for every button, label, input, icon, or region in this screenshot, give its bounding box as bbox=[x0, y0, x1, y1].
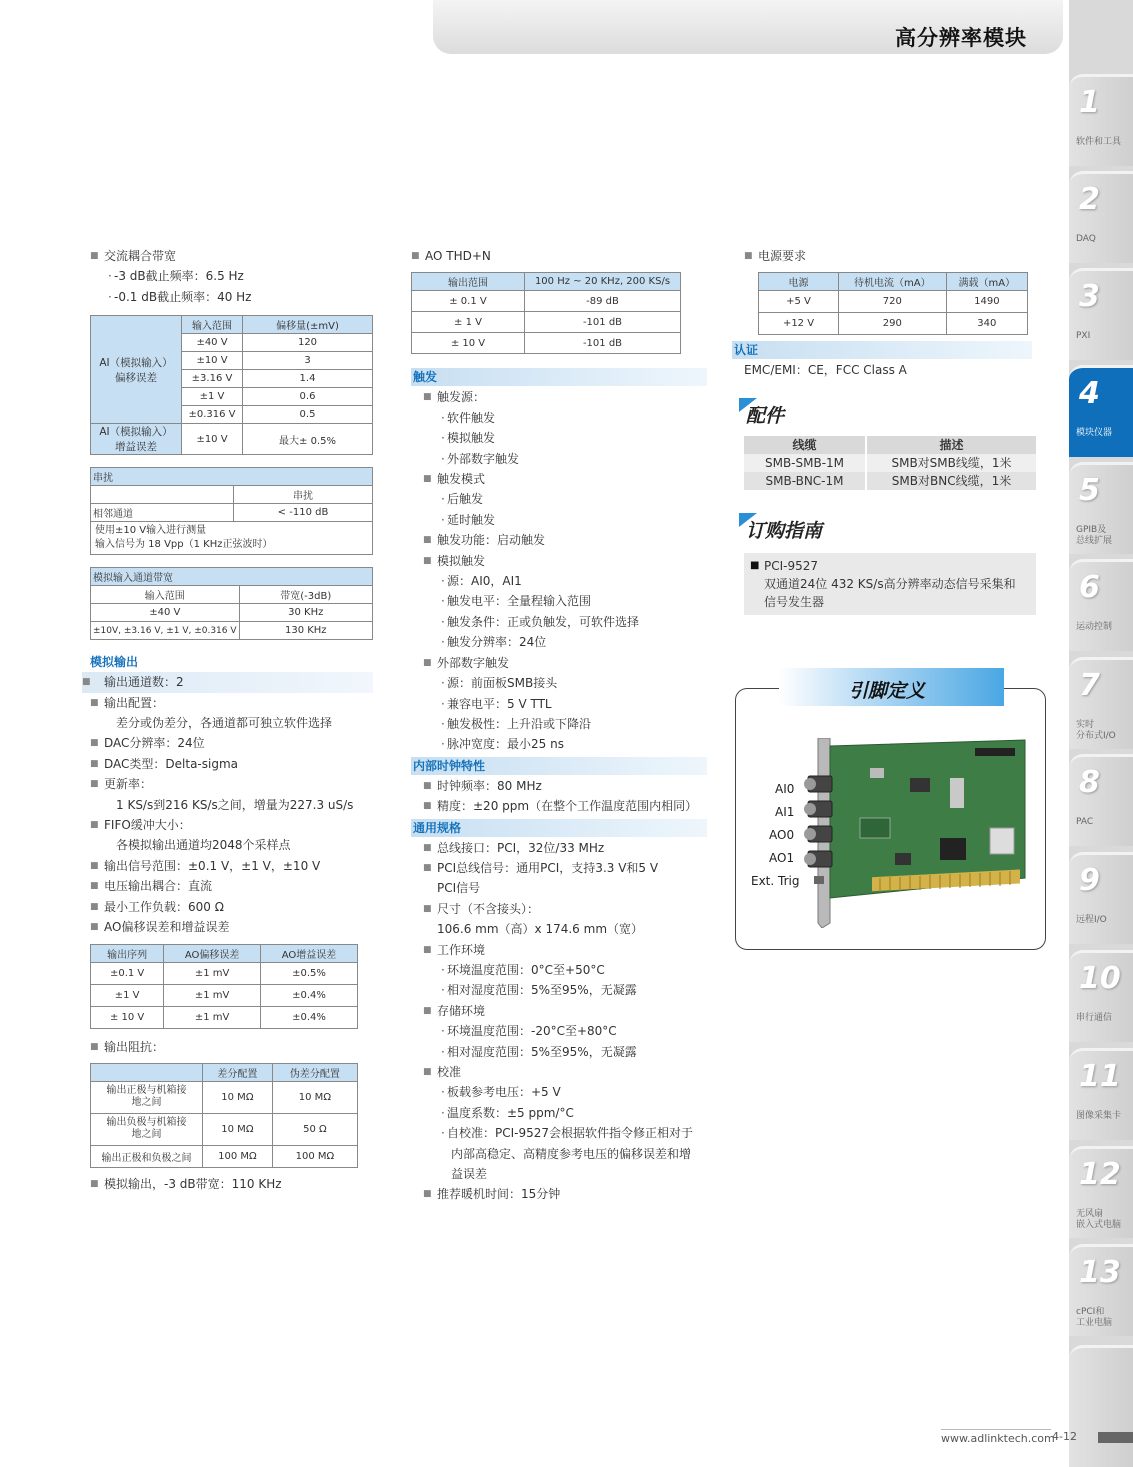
table-row: 输出正极和负极之间 100 MΩ 100 MΩ bbox=[91, 1145, 358, 1167]
crosstalk-note: 输入信号为 18 Vpp（1 KHz正弦波时） bbox=[95, 539, 273, 551]
power-table: 电源 待机电流（mA） 满载（mA） +5 V 720 1490 +12 V 290 340 bbox=[758, 272, 1028, 335]
order-model: PCI-9527 bbox=[764, 558, 819, 573]
spec-subitem: · 后触发 bbox=[423, 489, 707, 509]
crosstalk-title: 串扰 bbox=[91, 468, 373, 486]
chapter-tab-12[interactable] bbox=[1069, 1146, 1133, 1238]
table-row: 相邻通道 < -110 dB bbox=[91, 504, 373, 522]
spec-subitem: 内部高稳定、高精度参考电压的偏移误差和增 bbox=[451, 1146, 692, 1161]
pin-label-ao0: AO0 bbox=[769, 828, 795, 842]
fifo-detail: 各模拟输出通道均2048个采样点 bbox=[116, 838, 291, 853]
general-section-title: 通用规格 bbox=[411, 819, 707, 837]
ai-bandwidth-table: 模拟输入通道带宽 输入范围 带宽(-3dB) ±40 V 30 KHz ±10V, ±3.16 V, ±1 V, ±0.316 V 130 KHz bbox=[90, 567, 373, 640]
spec-subitem: · 自校准：PCI-9527会根据软件指令修正相对于 bbox=[423, 1123, 707, 1143]
tab-label: 实时 分布式I/O bbox=[1076, 720, 1116, 741]
table-row: ±1 V ±1 mV ±0.4% bbox=[91, 984, 358, 1006]
column-right bbox=[734, 246, 1034, 615]
spec-subitem: 106.6 mm（高）x 174.6 mm（宽） bbox=[437, 922, 644, 937]
chapter-tab-6[interactable] bbox=[1069, 559, 1133, 651]
table-row: ±3.16 V 1.4 bbox=[91, 370, 373, 388]
tab-number: 4 bbox=[1079, 376, 1100, 411]
crosstalk-table: 串扰 串扰 相邻通道 < -110 dB 使用±10 V输入进行测量 输入信号为 18 Vpp（1 KHz正弦波时） bbox=[90, 467, 373, 555]
tab-label: 无风扇 嵌入式电脑 bbox=[1076, 1209, 1122, 1230]
offset-header-value: 偏移量(±mV) bbox=[243, 316, 373, 334]
output-range: ■ 输出信号范围：±0.1 V，±1 V，±10 V bbox=[90, 856, 373, 876]
page-number: 4-12 bbox=[1052, 1430, 1077, 1443]
gain-group-label: AI（模拟输入） 增益误差 bbox=[91, 424, 182, 455]
spec-item: ■ 尺寸（不含接头）： bbox=[423, 899, 707, 919]
spec-subitem: · 兼容电平：5 V TTL bbox=[423, 694, 707, 714]
offset-header-range: 输入范围 bbox=[182, 316, 243, 334]
spec-item: ■ 校准 bbox=[423, 1062, 707, 1082]
pin-label-ai0: AI0 bbox=[775, 782, 795, 796]
spec-subitem: PCI信号 bbox=[437, 881, 481, 896]
table-row: ±40 V 30 KHz bbox=[91, 604, 373, 622]
chapter-tab-end bbox=[1069, 1345, 1133, 1467]
cert-text: EMC/EMI：CE，FCC Class A bbox=[744, 363, 907, 378]
ordering-box: ■ PCI-9527 双通道24位 432 KS/s高分辨率动态信号采集和 信号发生器 bbox=[744, 553, 1036, 615]
title-marker-icon bbox=[739, 398, 757, 412]
chapter-tab-9[interactable] bbox=[1069, 852, 1133, 944]
trigger-list bbox=[411, 387, 707, 754]
tab-number: 9 bbox=[1079, 863, 1100, 898]
ac-01db: · -0.1 dB截止频率：40 Hz bbox=[90, 287, 373, 307]
spec-item: ■ 精度：±20 ppm（在整个工作温度范围内相同） bbox=[423, 796, 707, 816]
table-row: +12 V 290 340 bbox=[759, 313, 1028, 335]
chapter-tab-1[interactable] bbox=[1069, 74, 1133, 166]
ao-error-table: 输出序列 AO偏移误差 AO增益误差 ±0.1 V ±1 mV ±0.5% ±1 V ±1 mV ±0.4% ± 10 V ±1 mV ±0.4% bbox=[90, 944, 358, 1029]
ac-3db: · -3 dB截止频率：6.5 Hz bbox=[90, 266, 373, 286]
ao-bandwidth: ■ 模拟输出，-3 dB带宽：110 KHz bbox=[90, 1174, 373, 1194]
tab-label: 串行通信 bbox=[1076, 1013, 1113, 1023]
accessories-table: 线缆 描述 SMB-SMB-1M SMB对SMB线缆，1米 SMB-BNC-1M SMB对BNC线缆，1米 bbox=[744, 436, 1036, 490]
tab-label: GPIB及 总线扩展 bbox=[1076, 525, 1113, 546]
column-middle bbox=[411, 246, 707, 1205]
spec-subitem: · 源：AI0，AI1 bbox=[423, 571, 707, 591]
tab-label: 运动控制 bbox=[1076, 622, 1113, 632]
spec-subitem: · 源：前面板SMB接头 bbox=[423, 673, 707, 693]
chapter-tab-5[interactable] bbox=[1069, 462, 1133, 554]
spec-item: ■ 推荐暖机时间：15分钟 bbox=[423, 1184, 707, 1204]
tab-label: PAC bbox=[1076, 817, 1094, 827]
pin-label-ai1: AI1 bbox=[775, 805, 795, 819]
tab-number: 2 bbox=[1079, 182, 1100, 217]
tab-label: 图像采集卡 bbox=[1076, 1111, 1122, 1121]
ordering-title: 订购指南 bbox=[744, 516, 1034, 543]
spec-item: ■ 触发功能：启动触发 bbox=[423, 530, 707, 550]
table-row: ± 10 V -101 dB bbox=[412, 333, 681, 354]
ao-channels: ■ 输出通道数：2 bbox=[82, 672, 373, 692]
spec-item: ■ 外部数字触发 bbox=[423, 653, 707, 673]
tab-number: 3 bbox=[1079, 279, 1100, 314]
bandwidth-title: 模拟输入通道带宽 bbox=[91, 568, 373, 586]
dac-type: ■ DAC类型：Delta-sigma bbox=[90, 754, 373, 774]
chapter-tab-10[interactable] bbox=[1069, 950, 1133, 1042]
fifo-size: ■ FIFO缓冲大小： bbox=[90, 815, 373, 835]
footer-divider bbox=[941, 1429, 1051, 1430]
table-row: AI（模拟输入） 增益误差 ±10 V 最大± 0.5% bbox=[91, 424, 373, 455]
chapter-tab-8[interactable] bbox=[1069, 754, 1133, 846]
table-row: ± 0.1 V -89 dB bbox=[412, 291, 681, 312]
general-list bbox=[411, 838, 707, 1205]
chapter-tab-7[interactable] bbox=[1069, 657, 1133, 749]
chapter-tab-13[interactable] bbox=[1069, 1244, 1133, 1336]
pin-label-ext-trig: Ext. Trig bbox=[751, 874, 800, 888]
spec-subitem: 益误差 bbox=[451, 1167, 488, 1182]
spec-subitem: · 模拟触发 bbox=[423, 428, 707, 448]
spec-subitem: · 环境温度范围：-20°C至+80°C bbox=[423, 1021, 707, 1041]
tab-number: 13 bbox=[1079, 1255, 1121, 1290]
cert-section-title: 认证 bbox=[732, 341, 1032, 359]
chapter-tab-11[interactable] bbox=[1069, 1048, 1133, 1140]
page-title: 高分辨率模块 bbox=[895, 26, 1027, 50]
spec-item: ■ 模拟触发 bbox=[423, 551, 707, 571]
thd-title: ■ AO THD+N bbox=[411, 246, 707, 266]
trigger-section-title: 触发 bbox=[411, 368, 707, 386]
table-row: 输出负极与机箱接 地之间 10 MΩ 50 Ω bbox=[91, 1113, 358, 1145]
spec-subitem: · 相对湿度范围：5%至95%，无凝露 bbox=[423, 980, 707, 1000]
spec-subitem: · 相对湿度范围：5%至95%，无凝露 bbox=[423, 1042, 707, 1062]
spec-item: ■ 触发模式 bbox=[423, 469, 707, 489]
chapter-tab-4[interactable] bbox=[1069, 365, 1133, 457]
title-marker-icon bbox=[739, 513, 757, 527]
table-row: SMB-BNC-1M SMB对BNC线缆，1米 bbox=[744, 472, 1036, 490]
spec-subitem: · 软件触发 bbox=[423, 408, 707, 428]
ac-coupling: ■ 交流耦合带宽 bbox=[90, 246, 373, 266]
tab-number: 11 bbox=[1079, 1059, 1121, 1094]
impedance-table: 差分配置 伪差分配置 输出正极与机箱接 地之间 10 MΩ 10 MΩ 输出负极与机箱接 地之间 10 MΩ 50 Ω 输出正极和负极之间 100 MΩ 100 MΩ bbox=[90, 1063, 358, 1168]
chapter-tab-2[interactable] bbox=[1069, 171, 1133, 263]
power-title: ■ 电源要求 bbox=[744, 246, 1034, 266]
output-coupling: ■ 电压输出耦合：直流 bbox=[90, 876, 373, 896]
order-desc: 信号发生器 bbox=[764, 594, 825, 609]
table-row: ±10V, ±3.16 V, ±1 V, ±0.316 V 130 KHz bbox=[91, 622, 373, 640]
update-rate-detail: 1 KS/s到216 KS/s之间，增量为227.3 uS/s bbox=[116, 797, 354, 812]
tab-number: 10 bbox=[1079, 961, 1121, 996]
table-row: ±40 V 120 bbox=[91, 334, 373, 352]
tab-label: DAQ bbox=[1076, 234, 1096, 244]
spec-item: ■ 工作环境 bbox=[423, 940, 707, 960]
offset-table bbox=[90, 315, 373, 455]
table-row: +5 V 720 1490 bbox=[759, 291, 1028, 313]
dac-resolution: ■ DAC分辨率：24位 bbox=[90, 733, 373, 753]
spec-subitem: · 延时触发 bbox=[423, 510, 707, 530]
spec-item: ■ PCI总线信号：通用PCI，支持3.3 V和5 V bbox=[423, 858, 707, 878]
table-row: ± 10 V ±1 mV ±0.4% bbox=[91, 1006, 358, 1028]
footer-bar bbox=[1098, 1432, 1133, 1443]
ao-config: ■ 输出配置： bbox=[90, 693, 373, 713]
tab-number: 8 bbox=[1079, 765, 1100, 800]
tab-number: 12 bbox=[1079, 1157, 1121, 1192]
table-row: ±0.316 V 0.5 bbox=[91, 406, 373, 424]
tab-label: 远程I/O bbox=[1076, 915, 1107, 925]
tab-number: 5 bbox=[1079, 473, 1100, 508]
clock-list bbox=[411, 776, 707, 817]
clock-section-title: 内部时钟特性 bbox=[411, 757, 707, 775]
chapter-tab-3[interactable] bbox=[1069, 268, 1133, 360]
min-load: ■ 最小工作负载：600 Ω bbox=[90, 897, 373, 917]
table-row: 输出正极与机箱接 地之间 10 MΩ 10 MΩ bbox=[91, 1081, 358, 1113]
ao-section-title: 模拟输出 bbox=[90, 655, 139, 670]
accessories-title: 配件 bbox=[744, 401, 1034, 428]
spec-subitem: · 板载参考电压：+5 V bbox=[423, 1082, 707, 1102]
tab-number: 6 bbox=[1079, 570, 1100, 605]
offset-group-label: AI（模拟输入） 偏移误差 bbox=[91, 316, 182, 424]
spec-item: ■ 存储环境 bbox=[423, 1001, 707, 1021]
spec-item: ■ 总线接口：PCI，32位/33 MHz bbox=[423, 838, 707, 858]
table-row: ± 1 V -101 dB bbox=[412, 312, 681, 333]
update-rate: ■ 更新率： bbox=[90, 774, 373, 794]
spec-subitem: · 脉冲宽度：最小25 ns bbox=[423, 734, 707, 754]
ao-config-detail: 差分或伪差分，各通道都可独立软件选择 bbox=[116, 716, 333, 731]
tab-label: 软件和工具 bbox=[1076, 137, 1122, 147]
column-left bbox=[90, 246, 373, 1194]
spec-subitem: · 触发分辨率：24位 bbox=[423, 632, 707, 652]
spec-subitem: · 触发电平：全量程输入范围 bbox=[423, 591, 707, 611]
pin-definition-header: 引脚定义 bbox=[779, 668, 1004, 706]
spec-item: ■ 触发源： bbox=[423, 387, 707, 407]
order-desc: 双通道24位 432 KS/s高分辨率动态信号采集和 bbox=[764, 576, 1016, 591]
spec-item: ■ 时钟频率：80 MHz bbox=[423, 776, 707, 796]
chapter-tabs bbox=[1069, 0, 1133, 1467]
footer-url[interactable]: www.adlinktech.com bbox=[941, 1432, 1055, 1445]
tab-label: 模块仪器 bbox=[1076, 428, 1113, 438]
table-row: ±1 V 0.6 bbox=[91, 388, 373, 406]
spec-subitem: · 触发极性：上升沿或下降沿 bbox=[423, 714, 707, 734]
table-row: ±10 V 3 bbox=[91, 352, 373, 370]
tab-number: 1 bbox=[1079, 85, 1100, 120]
tab-label: cPCI和 工业电脑 bbox=[1076, 1307, 1113, 1328]
tab-number: 7 bbox=[1079, 668, 1100, 703]
table-row: ±0.1 V ±1 mV ±0.5% bbox=[91, 962, 358, 984]
spec-subitem: · 环境温度范围：0°C至+50°C bbox=[423, 960, 707, 980]
spec-subitem: · 外部数字触发 bbox=[423, 449, 707, 469]
pin-label-ao1: AO1 bbox=[769, 851, 795, 865]
tab-label: PXI bbox=[1076, 331, 1091, 341]
table-row: SMB-SMB-1M SMB对SMB线缆，1米 bbox=[744, 454, 1036, 472]
thd-table: 输出范围 100 Hz ~ 20 KHz, 200 KS/s ± 0.1 V -89 dB ± 1 V -101 dB ± 10 V -101 dB bbox=[411, 272, 681, 354]
ao-error: ■ AO偏移误差和增益误差 bbox=[90, 917, 373, 937]
pci-card-image bbox=[800, 738, 1030, 928]
spec-subitem: · 触发条件：正或负触发，可软件选择 bbox=[423, 612, 707, 632]
output-impedance: ■ 输出阻抗： bbox=[90, 1037, 373, 1057]
spec-subitem: · 温度系数：±5 ppm/°C bbox=[423, 1103, 707, 1123]
crosstalk-note: 使用±10 V输入进行测量 bbox=[95, 525, 207, 537]
